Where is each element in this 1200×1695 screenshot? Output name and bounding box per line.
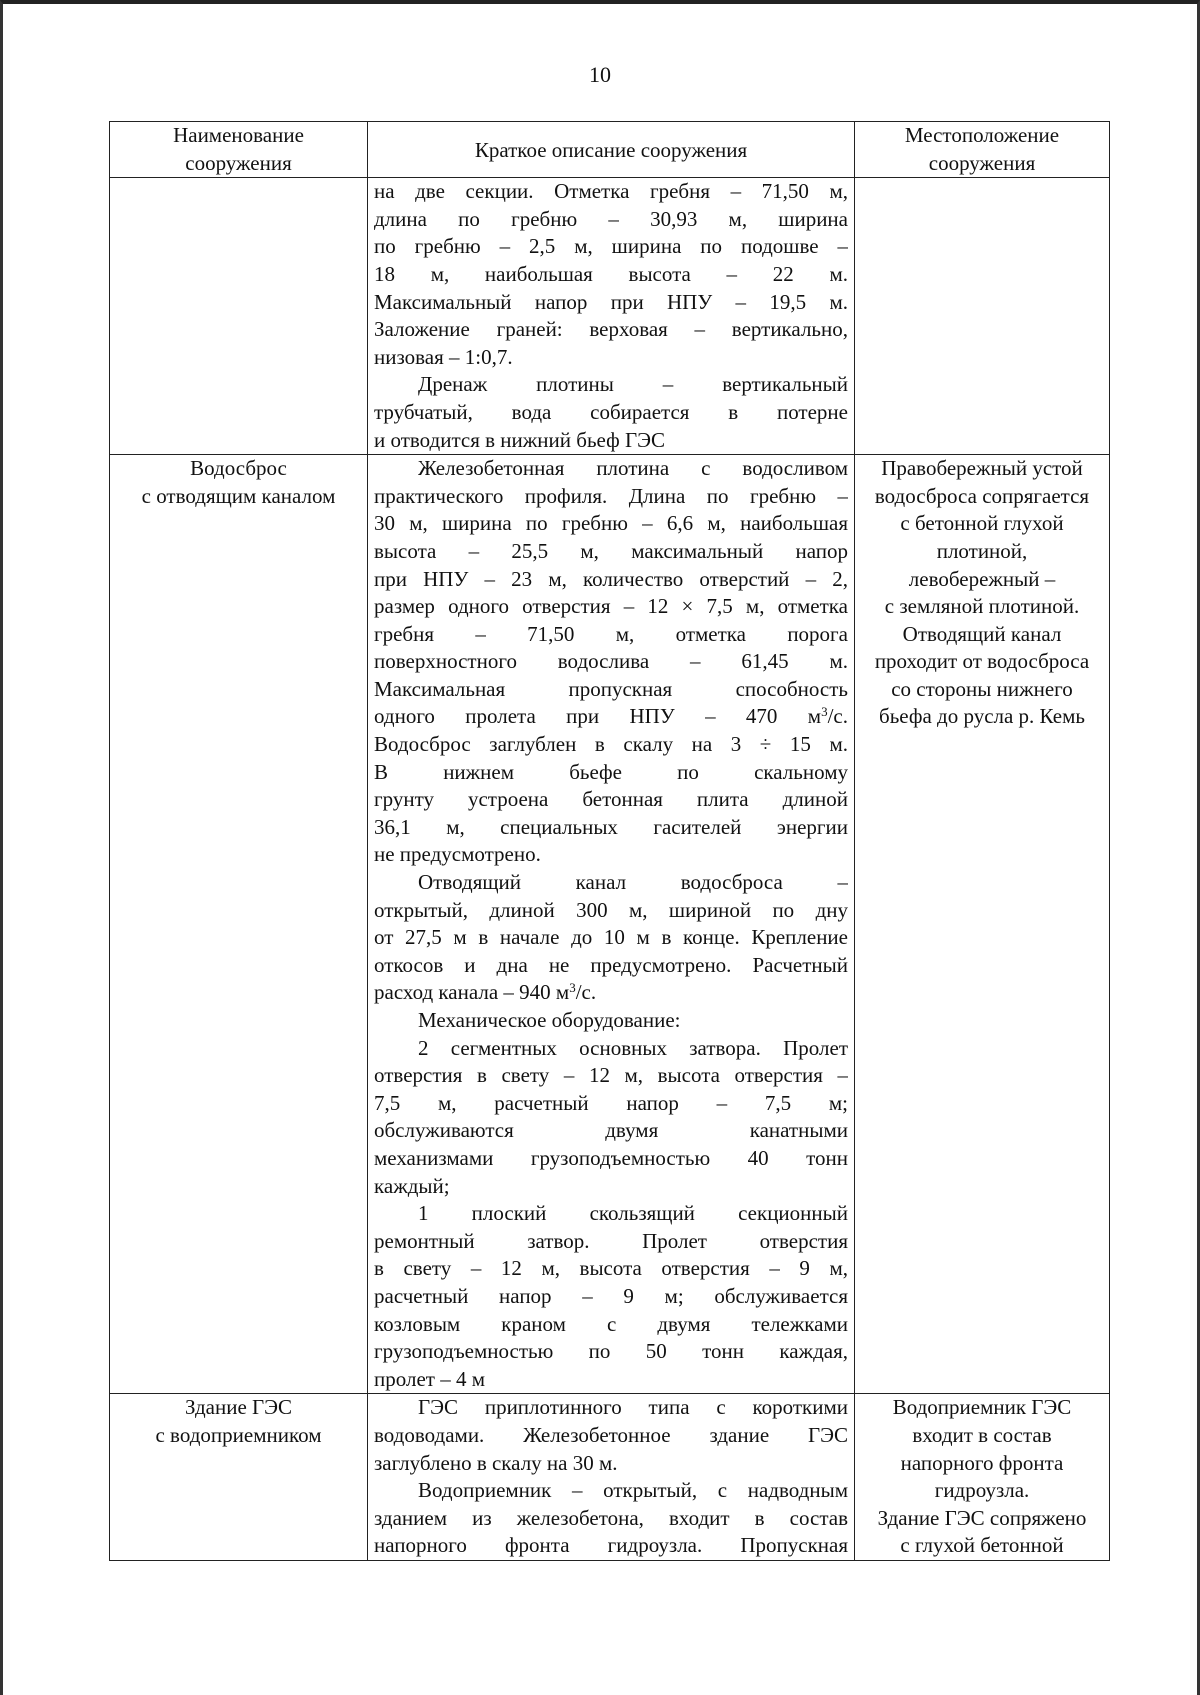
header-name [110, 122, 368, 178]
location-line: плотиной, [936, 538, 1028, 563]
description-line: зданием из железобетона, входит в состав [374, 1505, 848, 1530]
description-line: водоводами. Железобетонное здание ГЭС [374, 1422, 848, 1447]
description-line: Отводящий канал водосброса – [418, 870, 848, 895]
location-line: Отводящий канал [902, 621, 1062, 646]
description-line: Максимальный напор при НПУ – 19,5 м. [374, 289, 848, 314]
description-line: при НПУ – 23 м, количество отверстий – 2, [374, 566, 848, 591]
description-line: по гребню – 2,5 м, ширина по подошве – [374, 234, 848, 259]
description-line: гребня – 71,50 м, отметка порога [374, 621, 848, 646]
table-row [110, 178, 1110, 455]
header-description: Краткое описание сооружения [368, 122, 855, 178]
description-line: грунту устроена бетонная плита длиной [374, 787, 848, 812]
location-line: бьефа до русла р. Кемь [879, 704, 1085, 729]
structure-name-cell [110, 1394, 368, 1561]
description-line: длина по гребню – 30,93 м, ширина [374, 206, 848, 231]
header-name-line: сооружения [185, 150, 292, 175]
structure-location-cell [855, 455, 1110, 1394]
description-line: козловым краном с двумя тележками [374, 1311, 848, 1336]
location-line: с глухой бетонной [900, 1533, 1064, 1558]
description-line: на две секции. Отметка гребня – 71,50 м, [374, 179, 848, 204]
table-header-row [110, 122, 1110, 178]
structure-location-cell [855, 178, 1110, 455]
description-line: ГЭС приплотинного типа с короткими [418, 1395, 848, 1420]
location-line: левобережный – [908, 566, 1056, 591]
description-line: Дренаж плотины – вертикальный [418, 372, 848, 397]
location-line: со стороны нижнего [891, 676, 1073, 701]
description-line: 2 сегментных основных затвора. Пролет [418, 1035, 848, 1060]
description-line: каждый; [374, 1173, 450, 1198]
description-line: 7,5 м, расчетный напор – 7,5 м; [374, 1090, 848, 1115]
description-line: В нижнем бьефе по скальному [374, 759, 848, 784]
description-line: откосов и дна не предусмотрено. Расчетный [374, 952, 848, 977]
description-line: обслуживаются двумя канатными [374, 1118, 848, 1143]
location-line: Здание ГЭС сопряжено [877, 1505, 1087, 1530]
location-line: Правобережный устой [881, 456, 1083, 481]
description-line: 30 м, ширина по гребню – 6,6 м, наибольшая [374, 511, 848, 536]
description-line: поверхностного водослива – 61,45 м. [374, 649, 848, 674]
location-line: входит в состав [912, 1422, 1052, 1447]
description-line: и отводится в нижний бьеф ГЭС [374, 427, 665, 452]
page-number: 10 [589, 62, 611, 87]
description-line: напорного фронта гидроузла. Пропускная [374, 1533, 848, 1558]
description-line: механизмами грузоподъемностью 40 тонн [374, 1145, 848, 1170]
table-row [110, 1394, 1110, 1561]
header-location-line: Местоположение [904, 123, 1060, 147]
description-line: размер одного отверстия – 12 × 7,5 м, отметка [374, 594, 848, 619]
description-line: Заложение граней: верховая – вертикально, [374, 317, 848, 342]
description-line: Водоприемник – открытый, с надводным [418, 1478, 848, 1503]
description-line: грузоподъемностью по 50 тонн каждая, [374, 1339, 848, 1364]
structure-name-cell [110, 455, 368, 1394]
location-line: с земляной плотиной. [884, 594, 1080, 619]
description-line: одного пролета при НПУ – 470 $м^3/с$. [374, 704, 848, 729]
structure-name-line: с отводящим каналом [141, 483, 336, 508]
location-line: проходит от водосброса [874, 649, 1090, 674]
description-line: открытый, длиной 300 м, шириной по дну [374, 897, 848, 922]
structures-table [109, 121, 1110, 1561]
structure-description-cell [368, 1394, 855, 1561]
header-location [855, 122, 1110, 178]
description-line: Водосброс заглублен в скалу на 3 ÷ 15 м. [374, 732, 848, 757]
structure-location-cell [855, 1394, 1110, 1561]
location-line: водосброса сопрягается [874, 483, 1090, 508]
structure-name-cell [110, 178, 368, 455]
structure-description-cell [368, 178, 855, 455]
description-line: расход канала – 940 $м^3/с$. [374, 980, 597, 1005]
location-line: с бетонной глухой [900, 511, 1064, 536]
header-name-line: Наименование [173, 123, 304, 147]
description-line: заглублено в скалу на 30 м. [374, 1450, 618, 1475]
table-row [110, 455, 1110, 1394]
description-line: ремонтный затвор. Пролет отверстия [374, 1228, 848, 1253]
location-line: напорного фронта [900, 1450, 1064, 1475]
location-line: гидроузла. [934, 1478, 1030, 1503]
description-line: Механическое оборудование: [418, 1008, 681, 1032]
structure-name-line: Здание ГЭС [184, 1395, 293, 1420]
description-line: 36,1 м, специальных гасителей энергии [374, 814, 848, 839]
description-line: 1 плоский скользящий секционный [418, 1201, 848, 1226]
header-location-line: сооружения [928, 150, 1036, 175]
description-line: Железобетонная плотина с водосливом [418, 456, 848, 481]
location-line: Водоприемник ГЭС [892, 1395, 1072, 1420]
description-line: Максимальная пропускная способность [374, 676, 848, 701]
description-line: трубчатый, вода собирается в потерне [374, 399, 848, 424]
description-line: низовая – 1:0,7. [374, 344, 513, 369]
description-line: высота – 25,5 м, максимальный напор [374, 538, 848, 563]
description-line: расчетный напор – 9 м; обслуживается [374, 1283, 848, 1308]
description-line: пролет – 4 м [374, 1366, 485, 1391]
structure-name-line: с водоприемником [155, 1422, 322, 1447]
description-line: 18 м, наибольшая высота – 22 м. [374, 261, 848, 286]
structure-name-line: Водосброс [190, 456, 287, 481]
description-line: от 27,5 м в начале до 10 м в конце. Крепление [374, 925, 848, 950]
description-line: практического профиля. Длина по гребню – [374, 483, 848, 508]
description-line: отверстия в свету – 12 м, высота отверстия – [374, 1063, 848, 1088]
description-line: в свету – 12 м, высота отверстия – 9 м, [374, 1256, 848, 1281]
structure-description-cell [368, 455, 855, 1394]
description-line: не предусмотрено. [374, 842, 541, 867]
